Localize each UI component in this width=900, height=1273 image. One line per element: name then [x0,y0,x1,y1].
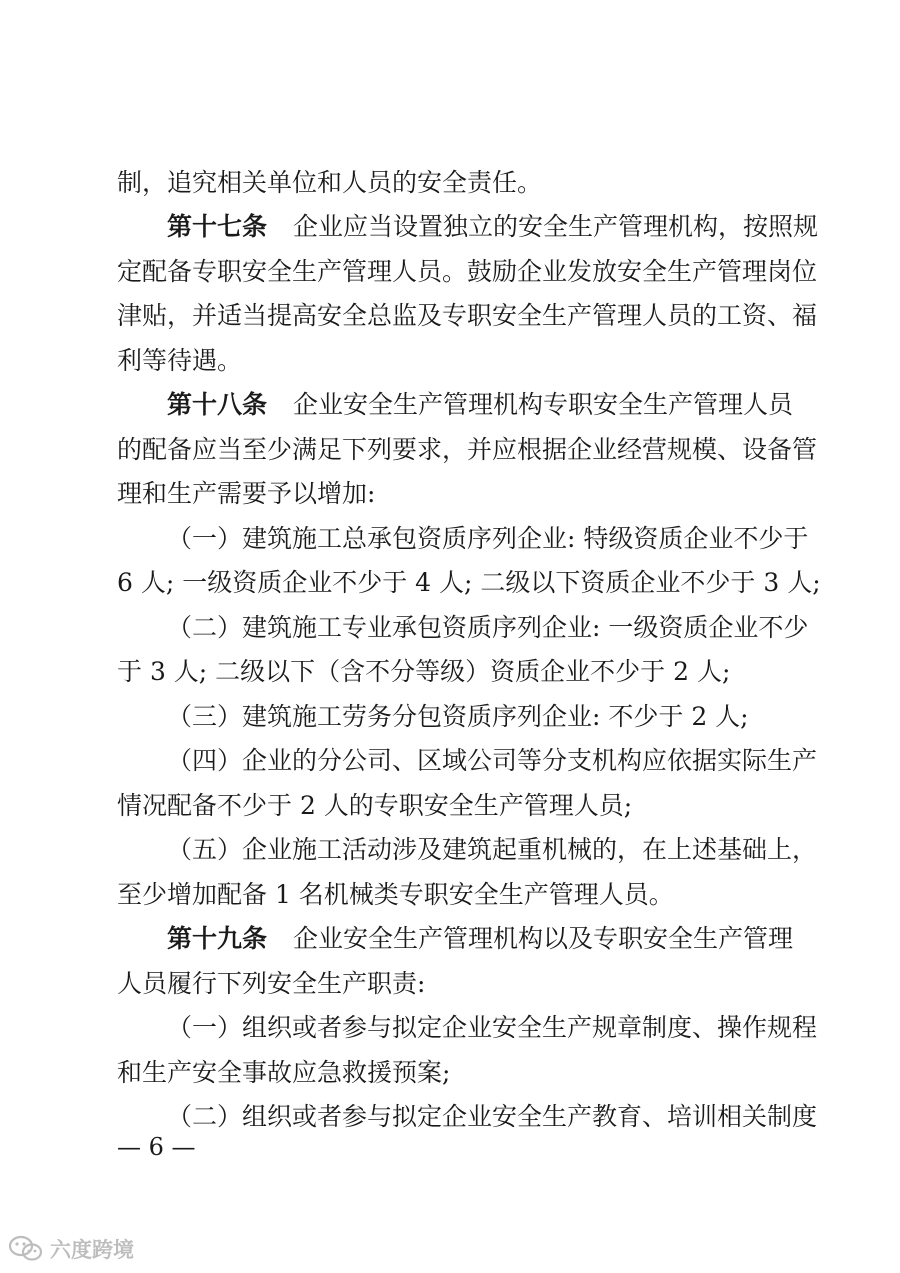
text-line: 利等待遇。 [117,346,243,375]
list-item-line: （五）企业施工活动涉及建筑起重机械的，在上述基础上， [167,835,818,864]
list-item-line: （一）建筑施工总承包资质序列企业: 特级资质企业不少于 [167,524,809,553]
list-item-line: （二）建筑施工专业承包资质序列企业: 一级资质企业不少 [167,613,809,642]
article-18-heading-line: 第十八条 企业安全生产管理机构专职安全生产管理人员 [167,390,794,419]
page-number: — 6 — [117,1133,196,1161]
text-line: 6 人; 一级资质企业不少于 4 人; 二级以下资质企业不少于 3 人; [117,568,821,597]
article-number: 第十九条 [167,924,268,953]
list-item-line: （四）企业的分公司、区域公司等分支机构应依据实际生产 [167,746,818,775]
article-number: 第十八条 [167,390,268,419]
list-item-line: （二）组织或者参与拟定企业安全生产教育、培训相关制度 [167,1102,818,1131]
wechat-logo-icon [8,1235,44,1263]
text-line: 于 3 人; 二级以下（含不分等级）资质企业不少于 2 人; [117,657,731,686]
article-19-heading-line: 第十九条 企业安全生产管理机构以及专职安全生产管理 [167,924,794,953]
text-line: 理和生产需要予以增加: [117,479,376,508]
text-line: 津贴，并适当提高安全总监及专职安全生产管理人员的工资、福 [117,301,818,330]
text-line: 和生产安全事故应急救援预案; [117,1058,451,1087]
watermark [8,1232,134,1266]
text-line: 制，追究相关单位和人员的安全责任。 [117,168,543,197]
list-item-line: （三）建筑施工劳务分包资质序列企业: 不少于 2 人; [167,702,749,731]
text-line: 情况配备不少于 2 人的专职安全生产管理人员; [117,791,633,820]
text-line: 定配备专职安全生产管理人员。鼓励企业发放安全生产管理岗位 [117,257,818,286]
text-line: 至少增加配备 1 名机械类专职安全生产管理人员。 [117,880,674,909]
text-line: 的配备应当至少满足下列要求，并应根据企业经营规模、设备管 [117,435,818,464]
watermark-text: 六度跨境 [50,1238,134,1262]
text-line: 人员履行下列安全生产职责: [117,969,426,998]
article-17-heading-line: 第十七条 企业应当设置独立的安全生产管理机构，按照规 [167,212,819,241]
list-item-line: （一）组织或者参与拟定企业安全生产规章制度、操作规程 [167,1013,818,1042]
article-number: 第十七条 [167,212,268,241]
